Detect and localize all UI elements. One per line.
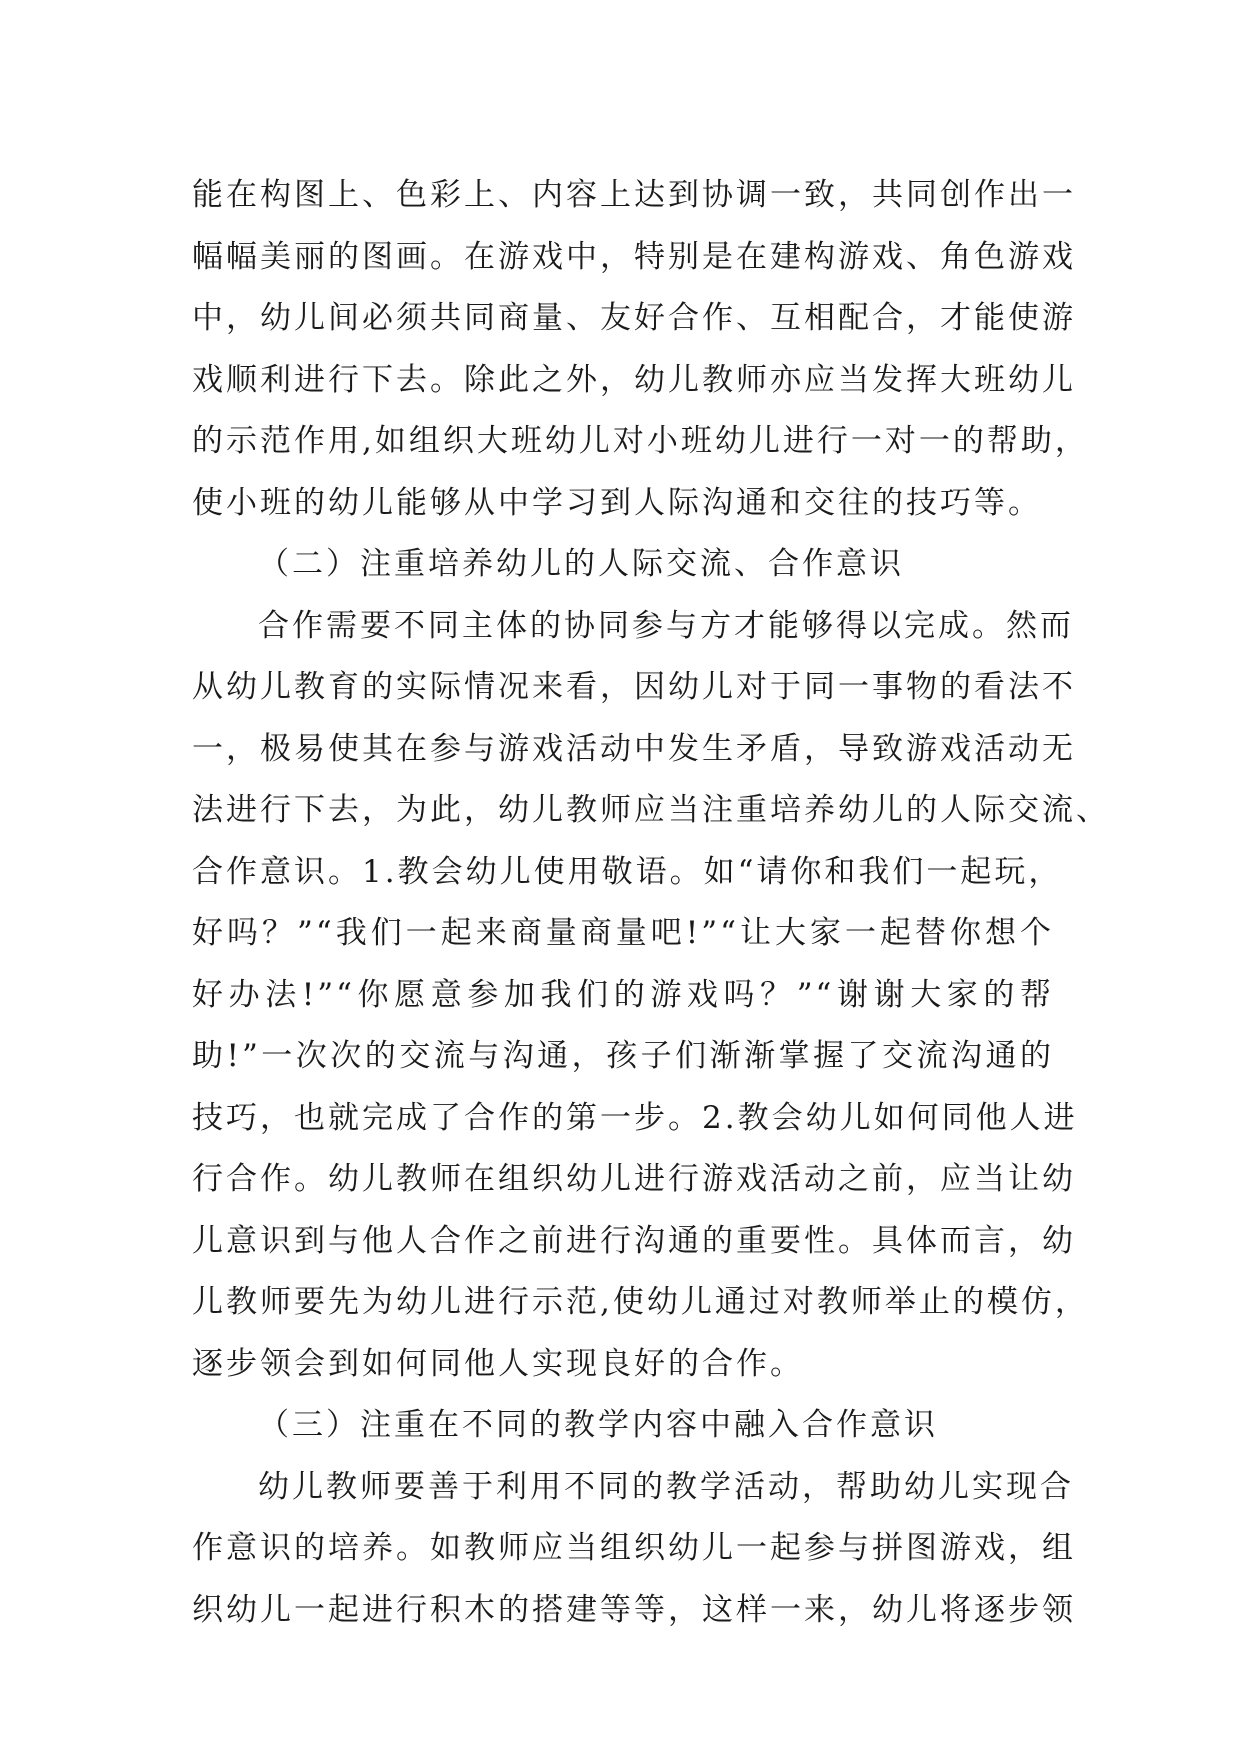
text-line: 逐步领会到如何同他人实现良好的合作。 (192, 1345, 804, 1382)
text-line: 好吗？”“我们一起来商量商量吧!”“让大家一起替你想个 (192, 915, 1054, 951)
section-heading: （二）注重培养幼儿的人际交流、合作意识 (258, 546, 904, 582)
paragraph-first-line: 幼儿教师要善于利用不同的教学活动，帮助幼儿实现合 (258, 1468, 1074, 1505)
text-line: 儿意识到与他人合作之前进行沟通的重要性。具体而言，幼 (192, 1222, 1076, 1259)
text-line: 织幼儿一起进行积木的搭建等等，这样一来，幼儿将逐步领 (192, 1591, 1076, 1628)
text-line: 使小班的幼儿能够从中学习到人际沟通和交往的技巧等。 (192, 484, 1042, 521)
text-line: 法进行下去，为此，幼儿教师应当注重培养幼儿的人际交流、 (192, 792, 1110, 828)
text-line: 合作意识。1.教会幼儿使用敬语。如“请你和我们一起玩， (192, 853, 1063, 890)
text-line: 中，幼儿间必须共同商量、友好合作、互相配合，才能使游 (192, 300, 1076, 336)
text-line: 行合作。幼儿教师在组织幼儿进行游戏活动之前，应当让幼 (192, 1161, 1076, 1197)
text-line: 助!”一次次的交流与沟通，孩子们渐渐掌握了交流沟通的 (192, 1038, 1054, 1074)
text-line: 从幼儿教育的实际情况来看，因幼儿对于同一事物的看法不 (192, 669, 1076, 705)
paragraph-first-line: 合作需要不同主体的协同参与方才能够得以完成。然而 (258, 607, 1074, 644)
document-body (192, 165, 1110, 1641)
text-line: 技巧，也就完成了合作的第一步。2.教会幼儿如何同他人进 (192, 1099, 1078, 1136)
text-line: 的示范作用,如组织大班幼儿对小班幼儿进行一对一的帮助， (192, 423, 1089, 459)
text-line: 幅幅美丽的图画。在游戏中，特别是在建构游戏、角色游戏 (192, 238, 1076, 275)
text-line: 儿教师要先为幼儿进行示范,使幼儿通过对教师举止的模仿， (192, 1284, 1089, 1320)
text-line: 戏顺利进行下去。除此之外，幼儿教师亦应当发挥大班幼儿 (192, 361, 1076, 398)
section-heading: （三）注重在不同的教学内容中融入合作意识 (258, 1407, 938, 1443)
text-line: 作意识的培养。如教师应当组织幼儿一起参与拼图游戏，组 (192, 1530, 1076, 1566)
text-line: 一，极易使其在参与游戏活动中发生矛盾，导致游戏活动无 (192, 730, 1076, 767)
text-line: 能在构图上、色彩上、内容上达到协调一致，共同创作出一 (192, 177, 1076, 213)
text-line: 好办法!”“你愿意参加我们的游戏吗？”“谢谢大家的帮 (192, 976, 1054, 1013)
